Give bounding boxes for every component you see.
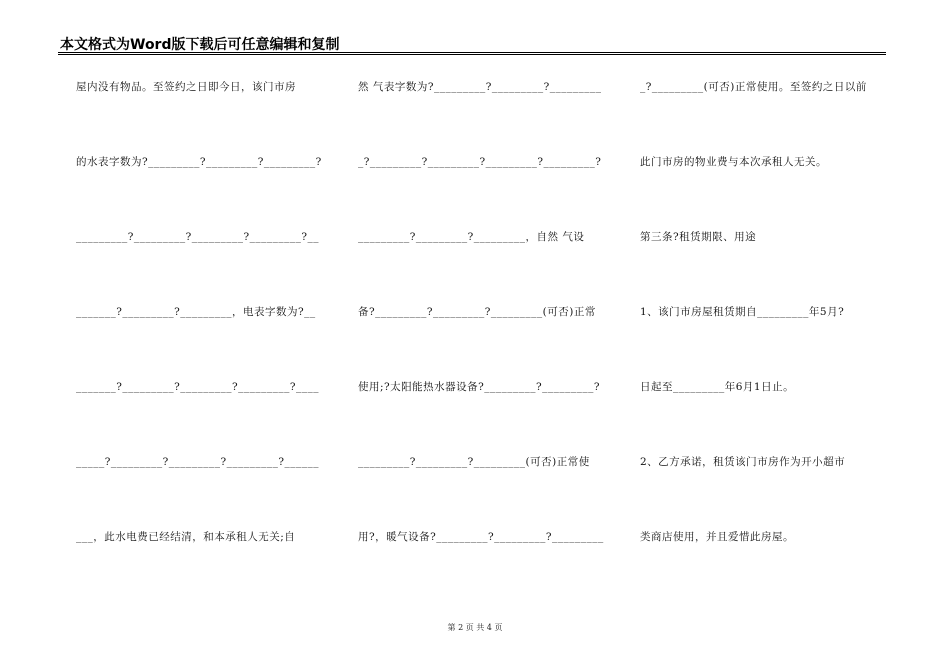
column-1-line-2: 的水表字数为?_________?_________?_________? (76, 156, 322, 168)
column-3-line-1: _?_________(可否)正常使用。至签约之日以前 (640, 81, 867, 93)
column-3-line-6: 2、乙方承诺，租赁该门市房作为开小超市 (640, 456, 846, 468)
column-1-line-4: _______?_________?_________，电表字数为?__ (76, 306, 316, 318)
column-3-line-3: 第三条?租赁期限、用途 (640, 231, 757, 243)
column-3-line-7: 类商店使用，并且爱惜此房屋。 (640, 531, 794, 543)
column-2-line-1: 然 气表字数为?_________?_________?_________ (358, 81, 602, 93)
column-3-line-2: 此门市房的物业费与本次承租人无关。 (640, 156, 827, 168)
column-1-line-5: _______?_________?_________?_________?____ (76, 381, 320, 393)
column-2-line-2: _?_________?_________?_________?_________? (358, 156, 602, 168)
header-rule-thin (58, 54, 886, 55)
column-3-line-4: 1、该门市房屋租赁期自_________年5月? (640, 306, 845, 318)
column-2-line-6: _________?_________?_________(可否)正常使 (358, 456, 590, 468)
column-1-line-7: ___，此水电费已经结清，和本承租人无关;自 (76, 531, 296, 543)
column-2-line-7: 用?，暖气设备?_________?_________?_________ (358, 531, 604, 543)
header-rule (58, 52, 886, 53)
column-1-line-6: _____?_________?_________?_________?______ (76, 456, 320, 468)
document-header: 本文格式为Word版下载后可任意编辑和复制 (60, 37, 340, 53)
column-2-line-4: 备?_________?_________?_________(可否)正常 (358, 306, 596, 318)
column-1-line-3: _________?_________?_________?_________?__ (76, 231, 320, 243)
column-3-line-5: 日起至_________年6月1日止。 (640, 381, 795, 393)
column-2-line-3: _________?_________?_________，自然 气设 (358, 231, 585, 243)
page-number: 第 2 页 共 4 页 (447, 623, 503, 632)
column-1-line-1: 屋内没有物品。至签约之日即今日，该门市房 (76, 81, 296, 93)
column-2-line-5: 使用;?太阳能热水器设备?_________?_________? (358, 381, 601, 393)
